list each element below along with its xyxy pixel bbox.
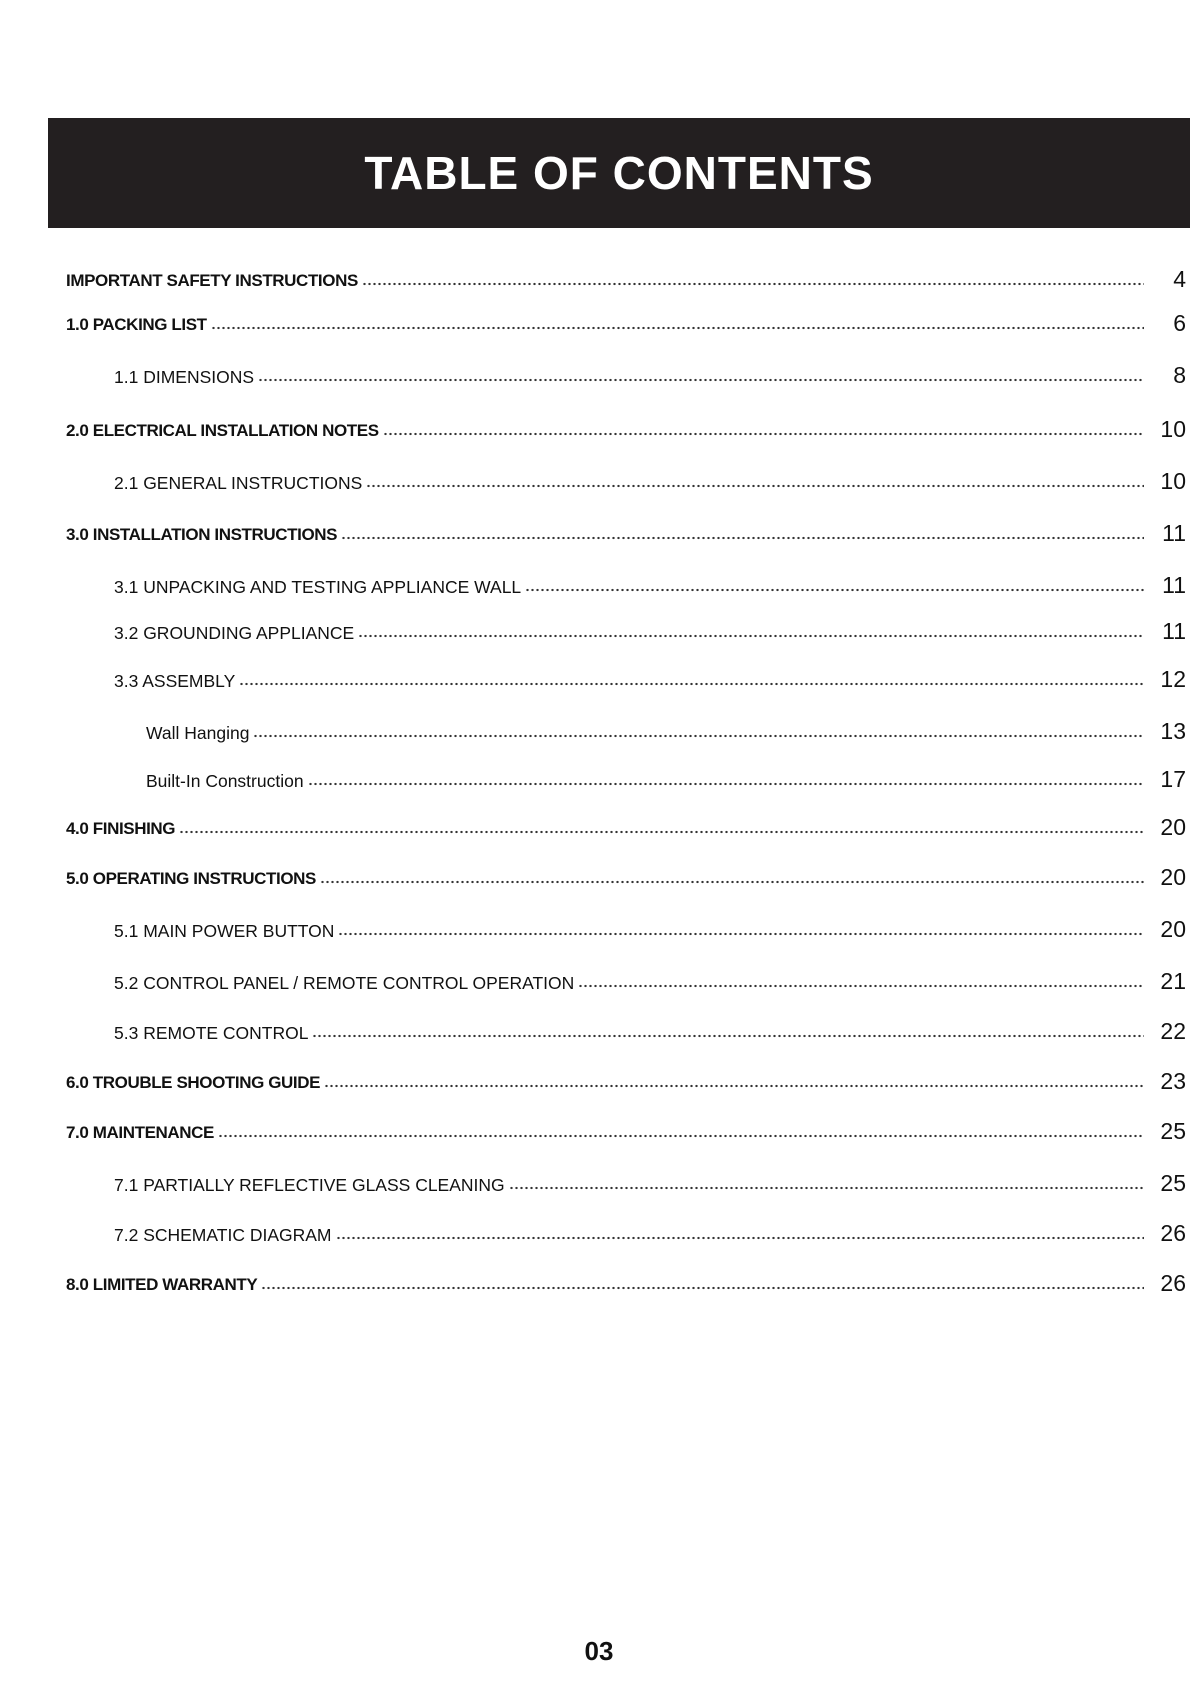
toc-entry-title: 3.1 UNPACKING AND TESTING APPLIANCE WALL (114, 577, 522, 597)
toc-entry-title: 8.0 LIMITED WARRANTY (66, 1275, 258, 1294)
toc-entry-page-number: 11 (1162, 520, 1186, 546)
toc-entry (66, 1114, 1186, 1144)
toc-entry (114, 614, 1186, 644)
toc-entry-page-number: 10 (1160, 468, 1186, 494)
toc-entry (114, 912, 1186, 942)
toc-entry-title: 7.1 PARTIALLY REFLECTIVE GLASS CLEANING (114, 1175, 505, 1195)
toc-entry (114, 1014, 1186, 1044)
dot-leader (211, 325, 1144, 331)
toc-entry-page-number: 22 (1160, 1018, 1186, 1044)
toc-entry (114, 1166, 1186, 1196)
toc-entry-page-number: 12 (1160, 666, 1186, 692)
dot-leader (179, 829, 1144, 835)
toc-entry-page-number: 17 (1160, 766, 1186, 792)
toc-entry-title: 7.2 SCHEMATIC DIAGRAM (114, 1225, 332, 1245)
toc-entry-page-number: 11 (1162, 618, 1186, 644)
dot-leader (312, 1033, 1144, 1039)
page-number: 03 (584, 1636, 614, 1666)
toc-entry-page-number: 8 (1173, 362, 1186, 388)
dot-leader (362, 281, 1144, 287)
toc-entry-page-number: 26 (1160, 1270, 1186, 1296)
toc-entry-page-number: 11 (1162, 572, 1186, 598)
dot-leader (218, 1133, 1144, 1139)
toc-entry (66, 306, 1186, 336)
toc-entry-title: 5.0 OPERATING INSTRUCTIONS (66, 869, 316, 888)
dot-leader (324, 1083, 1144, 1089)
toc-entry-page-number: 23 (1160, 1068, 1186, 1094)
dot-leader (261, 1285, 1144, 1291)
dot-leader (338, 931, 1144, 937)
dot-leader (253, 733, 1144, 739)
toc-entry-title: 6.0 TROUBLE SHOOTING GUIDE (66, 1073, 321, 1092)
toc-entry (66, 262, 1186, 292)
dot-leader (258, 377, 1144, 383)
toc-entry-title: 7.0 MAINTENANCE (66, 1123, 214, 1142)
toc-entry-page-number: 25 (1160, 1118, 1186, 1144)
toc-entry-page-number: 20 (1160, 916, 1186, 942)
toc-entry-title: 1.0 PACKING LIST (66, 315, 207, 334)
toc-entry (66, 412, 1186, 442)
toc-entry-title: 2.0 ELECTRICAL INSTALLATION NOTES (66, 421, 379, 440)
toc-entry-page-number: 4 (1173, 266, 1186, 292)
toc-entry (114, 464, 1186, 494)
title-banner (48, 118, 1190, 228)
dot-leader (308, 781, 1144, 787)
dot-leader (525, 587, 1144, 593)
dot-leader (383, 431, 1144, 437)
toc-entry-title: 5.2 CONTROL PANEL / REMOTE CONTROL OPERATION (114, 973, 575, 993)
toc-entry (66, 1266, 1186, 1296)
dot-leader (366, 483, 1144, 489)
toc-entry-title: 3.3 ASSEMBLY (114, 671, 236, 691)
toc-entry-title: IMPORTANT SAFETY INSTRUCTIONS (66, 271, 358, 290)
toc-entry (114, 662, 1186, 692)
toc-entry (114, 1216, 1186, 1246)
dot-leader (239, 681, 1144, 687)
toc-entry (146, 762, 1186, 792)
dot-leader (336, 1235, 1145, 1241)
page-title: TABLE OF CONTENTS (364, 147, 874, 199)
toc-entry-page-number: 21 (1160, 968, 1186, 994)
dot-leader (509, 1185, 1144, 1191)
toc-entry-page-number: 6 (1173, 310, 1186, 336)
dot-leader (341, 535, 1144, 541)
toc-entry-page-number: 20 (1160, 814, 1186, 840)
toc-entry (66, 810, 1186, 840)
toc-entry (66, 516, 1186, 546)
toc-entry (146, 714, 1186, 744)
dot-leader (320, 879, 1144, 885)
toc-entry-title: 3.2 GROUNDING APPLIANCE (114, 623, 355, 643)
toc-entry (66, 1064, 1186, 1094)
toc-entry-page-number: 26 (1160, 1220, 1186, 1246)
toc-entry-title: 5.1 MAIN POWER BUTTON (114, 921, 335, 941)
toc-entry (114, 568, 1186, 598)
toc-entry-title: Wall Hanging (146, 723, 250, 743)
dot-leader (578, 983, 1144, 989)
toc-entry (114, 358, 1186, 388)
toc-entry-page-number: 10 (1160, 416, 1186, 442)
toc-entry-title: 2.1 GENERAL INSTRUCTIONS (114, 473, 363, 493)
toc-entry (66, 860, 1186, 890)
dot-leader (358, 633, 1144, 639)
toc-entry-title: 3.0 INSTALLATION INSTRUCTIONS (66, 525, 338, 544)
toc-entry-title: Built-In Construction (146, 771, 304, 791)
toc-entry-page-number: 20 (1160, 864, 1186, 890)
toc-entry-title: 4.0 FINISHING (66, 819, 176, 838)
toc-entry-title: 5.3 REMOTE CONTROL (114, 1023, 309, 1043)
toc-entry (114, 964, 1186, 994)
toc-entry-page-number: 25 (1160, 1170, 1186, 1196)
toc-entry-title: 1.1 DIMENSIONS (114, 367, 255, 387)
toc-entry-page-number: 13 (1160, 718, 1186, 744)
